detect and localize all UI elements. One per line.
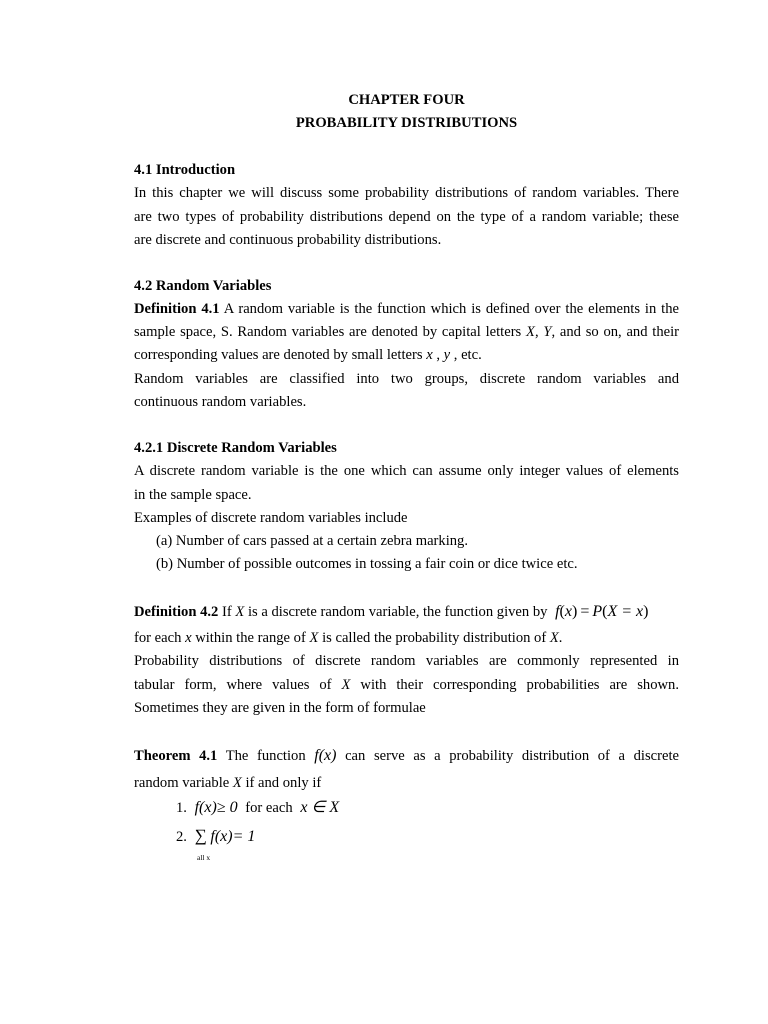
discrete-line-1: A discrete random variable is the one which can assume only integer values of elements: [134, 463, 679, 479]
theorem-4-1-line-1: Theorem 4.1 The function f(x) can serve as a probability distribution of a discrete: [134, 747, 679, 764]
tabular-line-2: tabular form, where values of X with their corresponding probabilities are shown.: [134, 677, 679, 693]
list-item: (a) Number of cars passed at a certain zebra marking.: [156, 533, 469, 549]
condition-1: 1. f(x)≥ 0 for each x ∈ X: [176, 799, 340, 816]
theorem-4-1-line-2: random variable X if and only if: [134, 775, 322, 791]
tabular-line-1: Probability distributions of discrete random variables are commonly represented in: [134, 653, 679, 669]
section-heading-introduction: 4.1 Introduction: [134, 162, 236, 178]
discrete-line-2: in the sample space.: [134, 487, 252, 503]
intro-line-3: are discrete and continuous probability distributions.: [134, 232, 442, 248]
chapter-number: CHAPTER FOUR: [348, 92, 465, 108]
summation-subscript: all x: [197, 853, 211, 862]
theorem-label: Theorem 4.1: [134, 748, 218, 764]
summation-symbol: ∑: [194, 826, 207, 845]
list-item: (b) Number of possible outcomes in tossing a fair coin or dice twice etc.: [156, 556, 578, 572]
intro-line-2: are two types of probability distributions depend on the type of a random variable; these: [134, 209, 679, 225]
tabular-line-3: Sometimes they are given in the form of formulae: [134, 700, 426, 716]
definition-label: Definition 4.1: [134, 301, 220, 317]
classification-line-2: continuous random variables.: [134, 394, 307, 410]
chapter-title: PROBABILITY DISTRIBUTIONS: [295, 115, 518, 131]
examples-intro: Examples of discrete random variables include: [134, 510, 408, 526]
section-heading-discrete: 4.2.1 Discrete Random Variables: [134, 440, 337, 456]
definition-4-2-line-2: for each x within the range of X is called the probability distribution of X.: [134, 630, 563, 646]
classification-line-1: Random variables are classified into two groups, discrete random variables and: [134, 371, 679, 387]
definition-4-1-line-1: Definition 4.1 A random variable is the function which is defined over the elements in the: [134, 301, 680, 317]
definition-4-1-line-2: sample space, S. Random variables are denoted by capital letters X, Y, and so on, and their: [134, 324, 680, 340]
section-heading-random-variables: 4.2 Random Variables: [134, 278, 272, 294]
definition-label: Definition 4.2: [134, 604, 219, 620]
pmf-formula: f(x) = P(X = x): [555, 603, 649, 620]
intro-line-1: In this chapter we will discuss some probability distributions of random variables. There: [134, 185, 679, 201]
definition-4-2-line-1: Definition 4.2 If X is a discrete random variable, the function given by f(x) = P(X = x): [134, 603, 649, 620]
definition-4-1-line-3: corresponding values are denoted by small letters x , y , etc.: [134, 347, 482, 363]
condition-2: 2. ∑ f(x)= 1 all x: [176, 826, 679, 847]
